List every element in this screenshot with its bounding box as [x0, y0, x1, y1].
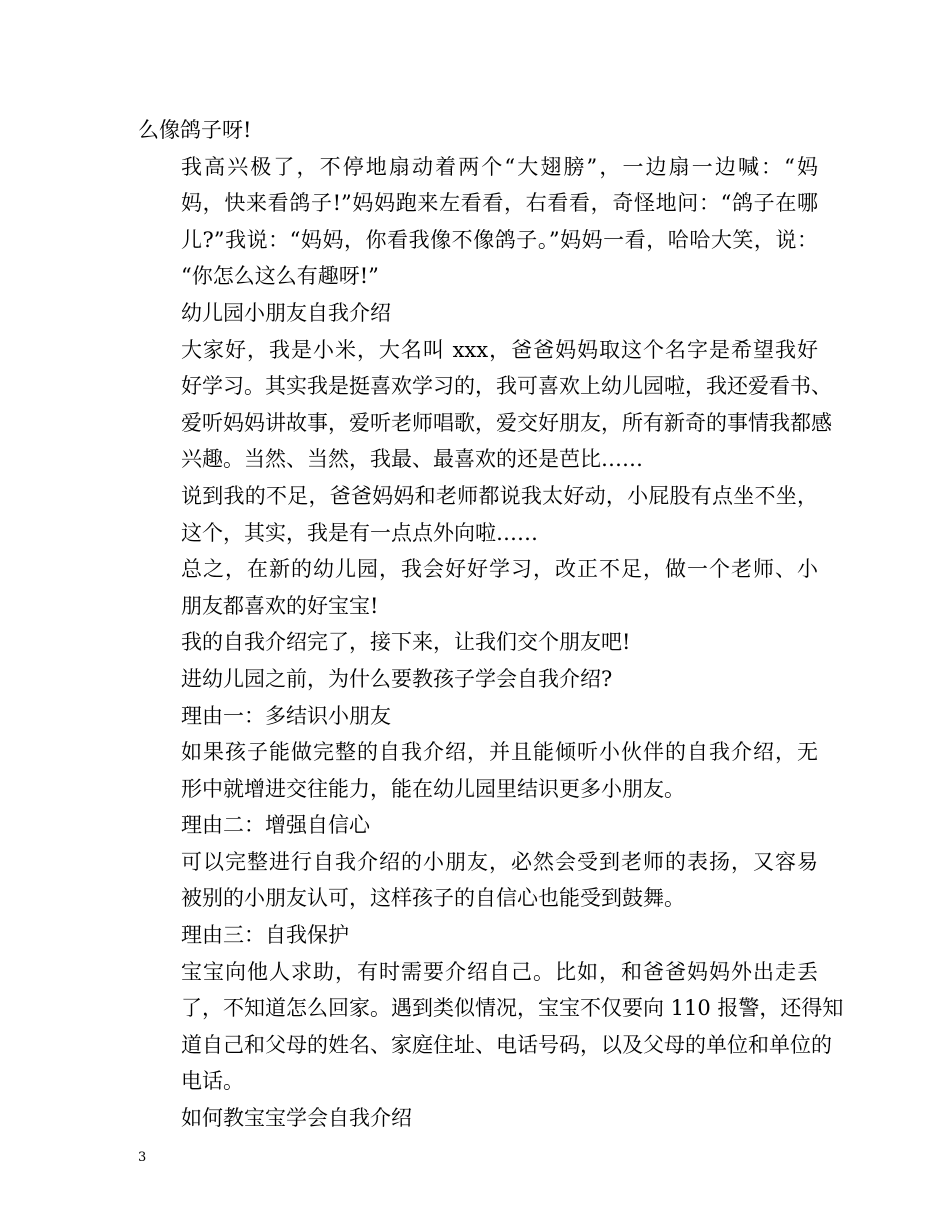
text-line: 好学习。其实我是挺喜欢学习的，我可喜欢上幼儿园啦，我还爱看书、 [181, 374, 832, 399]
text-line: 我的自我介绍完了，接下来，让我们交个朋友吧! [181, 630, 631, 655]
text-line: 大家好，我是小米，大名叫 xxx，爸爸妈妈取这个名字是希望我好 [181, 337, 818, 362]
text-line: 我高兴极了，不停地扇动着两个“大翅膀”，一边扇一边喊：“妈 [181, 154, 818, 179]
text-line: 朋友都喜欢的好宝宝! [181, 593, 379, 618]
text-line: 形中就增进交往能力，能在幼儿园里结识更多小朋友。 [181, 776, 685, 801]
paragraph [138, 149, 818, 295]
paragraph [138, 844, 818, 917]
text-line: 爱听妈妈讲故事，爱听老师唱歌，爱交好朋友，所有新奇的事情我都感 [181, 410, 832, 435]
text-line: 被别的小朋友认可，这样孩子的自信心也能受到鼓舞。 [181, 886, 685, 911]
paragraph [138, 917, 818, 954]
text-line: 儿?”我说：“妈妈，你看我像不像鸽子。”妈妈一看，哈哈大笑，说： [181, 227, 818, 252]
text-line: 了，不知道怎么回家。遇到类似情况，宝宝不仅要向 110 报警，还得知 [181, 996, 844, 1021]
text-line: 么像鸽子呀! [138, 118, 252, 142]
text-line: 兴趣。当然、当然，我最、最喜欢的还是芭比…… [181, 447, 643, 472]
document-body [138, 112, 844, 1137]
paragraph [138, 1100, 818, 1137]
paragraph [138, 332, 832, 478]
paragraph [138, 295, 818, 332]
text-line: 理由三：自我保护 [181, 923, 349, 948]
text-line: 这个，其实，我是有一点点外向啦…… [181, 520, 538, 545]
text-line: 妈，快来看鸽子!”妈妈跑来左看看，右看看，奇怪地问：“鸽子在哪 [181, 191, 818, 216]
paragraph [138, 112, 818, 149]
text-line: 理由一：多结识小朋友 [181, 703, 391, 728]
text-line: 如果孩子能做完整的自我介绍，并且能倾听小伙伴的自我介绍，无 [181, 740, 818, 765]
text-line: “你怎么这么有趣呀!” [181, 264, 379, 289]
paragraph [138, 478, 818, 551]
text-line: 说到我的不足，爸爸妈妈和老师都说我太好动，小屁股有点坐不坐， [181, 483, 818, 508]
text-line: 幼儿园小朋友自我介绍 [181, 300, 391, 325]
paragraph [138, 661, 818, 698]
text-line: 道自己和父母的姓名、家庭住址、电话号码，以及父母的单位和单位的 [181, 1032, 832, 1057]
paragraph [138, 954, 844, 1100]
text-line: 电话。 [181, 1069, 244, 1094]
text-line: 进幼儿园之前，为什么要教孩子学会自我介绍? [181, 666, 613, 691]
paragraph [138, 624, 818, 661]
text-line: 如何教宝宝学会自我介绍 [181, 1106, 412, 1131]
paragraph [138, 698, 818, 735]
text-line: 总之，在新的幼儿园，我会好好学习，改正不足，做一个老师、小 [181, 557, 818, 582]
text-line: 理由二：增强自信心 [181, 813, 370, 838]
text-line: 宝宝向他人求助，有时需要介绍自己。比如，和爸爸妈妈外出走丢 [181, 959, 818, 984]
page-number: 3 [138, 1150, 147, 1165]
paragraph [138, 807, 818, 844]
paragraph [138, 551, 818, 624]
paragraph [138, 734, 818, 807]
text-line: 可以完整进行自我介绍的小朋友，必然会受到老师的表扬，又容易 [181, 849, 818, 874]
